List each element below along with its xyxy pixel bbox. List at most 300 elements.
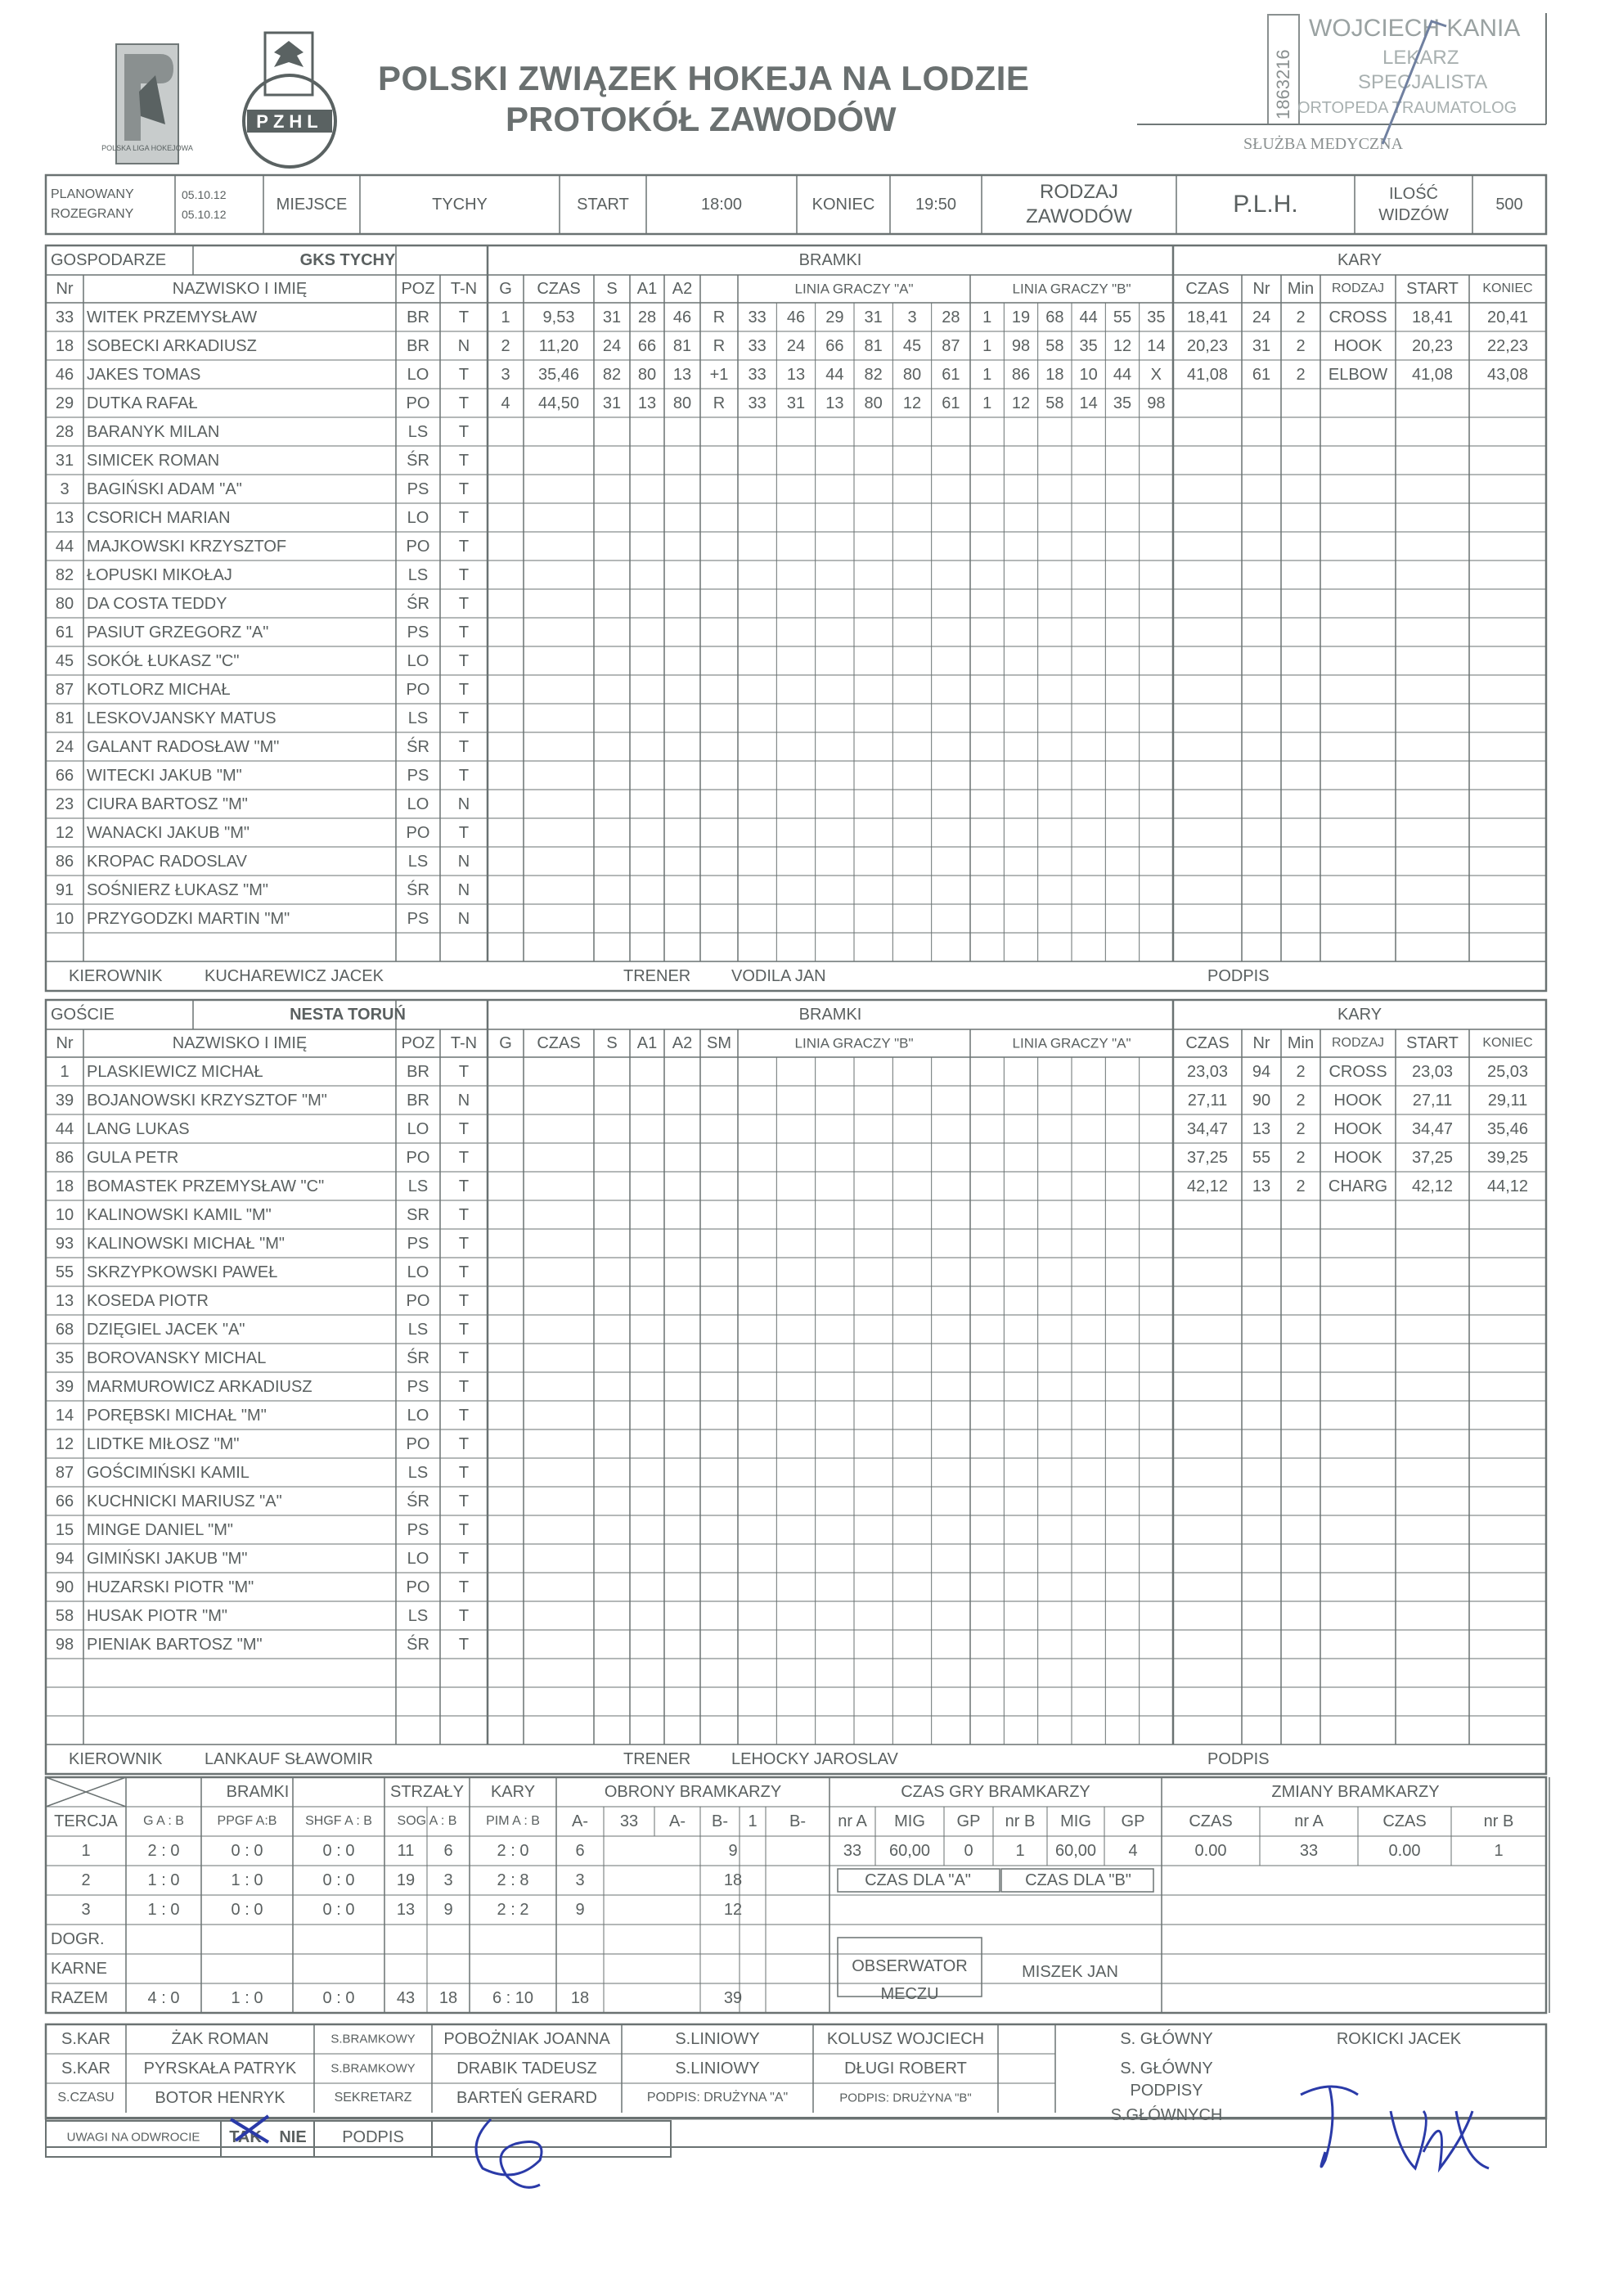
goal-cell: 11,20 [538, 336, 579, 355]
goal-cell: X [1150, 365, 1162, 384]
player-name: PLASKIEWICZ MICHAŁ [87, 1062, 263, 1081]
player-tn: N [457, 1091, 470, 1110]
goal-cell: 87 [942, 336, 960, 355]
col-a1: A1 [636, 280, 658, 298]
goal-cell: 12 [1113, 336, 1132, 355]
goal-cell: 81 [672, 336, 692, 355]
player-number: 68 [55, 1320, 74, 1339]
penalty-cell: 2 [1296, 1062, 1306, 1081]
sum-gktime-header: CZAS GRY BRAMKARZY [901, 1783, 1090, 1801]
player-tn: T [458, 394, 470, 412]
player-number: 66 [55, 766, 74, 785]
player-position: ŚR [407, 1492, 429, 1510]
sum-sh-val: 0 : 0 [322, 1842, 355, 1860]
sum-nrb2: nr B [1483, 1812, 1514, 1830]
player-number: 29 [55, 394, 74, 412]
goal-cell: 98 [1011, 336, 1031, 355]
penalty-cell: 29,11 [1487, 1091, 1528, 1110]
coach-name: LEHOCKY JAROSLAV [731, 1750, 898, 1768]
gk-nrb: 1 [1015, 1842, 1025, 1860]
penalties-header: KARY [1337, 251, 1382, 269]
penalty-cell: 41,08 [1411, 365, 1454, 384]
off-sczasu: BOTOR HENRYK [155, 2089, 285, 2107]
penalty-cell: 2 [1296, 1148, 1306, 1167]
player-name: SOKÓŁ ŁUKASZ "C" [87, 651, 240, 670]
page-subtitle: PROTOKÓŁ ZAWODÓW [506, 100, 897, 138]
penalty-cell: 2 [1296, 1119, 1306, 1138]
goal-cell: 12 [1011, 394, 1031, 412]
player-number: 3 [60, 479, 70, 498]
player-name: BARANYK MILAN [87, 422, 220, 441]
sum-sogb-val: 6 [443, 1842, 453, 1860]
off-slin2: DŁUGI ROBERT [844, 2060, 967, 2078]
player-position: PO [406, 823, 430, 842]
player-position: PS [407, 909, 429, 928]
team-name: NESTA TORUŃ [290, 1006, 406, 1024]
player-number: 44 [55, 537, 74, 556]
player-number: 10 [55, 909, 74, 928]
player-position: LO [407, 651, 429, 670]
player-position: LS [407, 1320, 429, 1339]
type-value: P.L.H. [1233, 191, 1298, 218]
player-number: 1 [60, 1062, 70, 1081]
sum-a2: A- [669, 1812, 686, 1830]
goal-cell: R [713, 394, 726, 412]
goal-cell: 55 [1113, 308, 1132, 326]
goal-cell: 14 [1079, 394, 1098, 412]
goal-cell: 31 [786, 394, 806, 412]
player-tn: T [458, 1062, 470, 1081]
player-tn: T [458, 308, 470, 326]
player-tn: T [458, 594, 470, 613]
penalty-cell: ELBOW [1328, 365, 1388, 384]
player-tn: N [457, 795, 470, 813]
player-position: ŚR [407, 880, 429, 899]
col-nr: Nr [56, 280, 74, 298]
player-tn: T [458, 1406, 470, 1425]
player-number: 66 [55, 1492, 74, 1510]
col-g: G [499, 1034, 512, 1052]
player-number: 86 [55, 852, 74, 871]
goal-cell: 58 [1045, 394, 1064, 412]
col-a1: A1 [636, 1034, 658, 1052]
coach-name: VODILA JAN [731, 967, 826, 985]
player-number: 31 [55, 451, 74, 470]
player-number: 81 [55, 709, 74, 727]
player-name: JAKES TOMAS [87, 365, 201, 384]
player-name: WANACKI JAKUB "M" [87, 823, 250, 842]
manager-name: LANKAUF SŁAWOMIR [205, 1750, 373, 1768]
sum-ga-val: 1 : 0 [147, 1871, 180, 1889]
sum-nra: nr A [838, 1812, 867, 1830]
sum-pim: PIM A : B [486, 1814, 540, 1828]
goal-cell: 28 [942, 308, 960, 326]
player-position: LO [407, 1406, 429, 1425]
sum-czas: CZAS [1189, 1812, 1233, 1830]
player-name: SIMICEK ROMAN [87, 451, 220, 470]
penalty-cell: 20,41 [1486, 308, 1529, 326]
player-tn: T [458, 680, 470, 699]
col-pen-end: KONIEC [1482, 281, 1533, 295]
player-name: SOŚNIERZ ŁUKASZ "M" [87, 880, 269, 899]
col-pen-type: RODZAJ [1332, 1036, 1384, 1050]
manager-name: KUCHAREWICZ JACEK [205, 967, 384, 985]
player-name: GULA PETR [87, 1148, 179, 1167]
sum-period: RAZEM [51, 1989, 108, 2007]
off-sglowny-label2: S. GŁÓWNY [1120, 2060, 1213, 2078]
player-tn: T [458, 451, 470, 470]
end-label: KONIEC [812, 196, 875, 214]
start-label: START [577, 196, 629, 214]
sum-sh-val: 0 : 0 [322, 1989, 355, 2007]
goal-cell: 80 [637, 365, 657, 384]
player-position: PO [406, 1148, 430, 1167]
player-name: WITECKI JAKUB "M" [87, 766, 242, 785]
col-pen-min: Min [1287, 1034, 1315, 1052]
start-value: 18:00 [700, 196, 743, 214]
penalty-cell: 27,11 [1187, 1091, 1228, 1110]
player-name: KALINOWSKI KAMIL "M" [87, 1205, 272, 1224]
player-number: 15 [55, 1520, 74, 1539]
sum-period: DOGR. [51, 1930, 105, 1948]
goal-cell: 3 [501, 365, 510, 384]
off-sglowny-label: S. GŁÓWNY [1120, 2030, 1213, 2048]
penalty-cell: 13 [1252, 1177, 1271, 1195]
player-number: 35 [55, 1348, 74, 1367]
off-slin1: KOLUSZ WOJCIECH [826, 2030, 985, 2048]
col-tn: T-N [450, 1034, 478, 1052]
player-number: 91 [55, 880, 74, 899]
gk-change-time2: 0.00 [1388, 1842, 1421, 1860]
col-pen-end: KONIEC [1482, 1036, 1533, 1050]
off-podpisy: PODPISY S.GŁÓWNYCH [1110, 2082, 1223, 2124]
sum-period: 2 [81, 1871, 91, 1889]
col-pen-nr: Nr [1252, 1034, 1270, 1052]
planned-label: PLANOWANY [51, 187, 134, 201]
penalty-cell: 25,03 [1486, 1062, 1529, 1081]
goal-cell: 35 [1113, 394, 1132, 412]
player-number: 39 [55, 1091, 74, 1110]
sum-saves-a: 9 [575, 1901, 585, 1919]
goal-cell: 46 [786, 308, 806, 326]
player-position: LS [407, 422, 429, 441]
goal-cell: 45 [902, 336, 922, 355]
player-tn: T [458, 1148, 470, 1167]
player-tn: T [458, 1234, 470, 1253]
goal-cell: 1 [982, 308, 992, 326]
player-name: BOJANOWSKI KRZYSZTOF "M" [87, 1091, 327, 1110]
stamp-name: WOJCIECH KANIA [1309, 15, 1521, 42]
off-podpis-b: PODPIS: DRUŻYNA "B" [839, 2091, 972, 2105]
player-name: ŁOPUSKI MIKOŁAJ [87, 565, 232, 584]
player-position: LO [407, 365, 429, 384]
gk-migb: 60,00 [1054, 1842, 1097, 1860]
sum-b-nr: 1 [748, 1812, 758, 1830]
penalty-cell: CROSS [1329, 1062, 1387, 1081]
player-name: BAGIŃSKI ADAM "A" [87, 479, 242, 498]
goal-cell: 29 [825, 308, 844, 326]
sign-label: PODPIS [1207, 967, 1270, 985]
goal-cell: 1 [982, 336, 992, 355]
sum-gp: GP [956, 1812, 981, 1830]
penalty-cell: 39,25 [1486, 1148, 1529, 1167]
player-name: PORĘBSKI MICHAŁ "M" [87, 1406, 267, 1425]
player-name: KROPAC RADOSLAV [87, 852, 247, 871]
player-name: CSORICH MARIAN [87, 508, 231, 527]
player-name: GALANT RADOSŁAW "M" [87, 737, 280, 756]
off-slin-label: S.LINIOWY [675, 2030, 760, 2048]
penalty-cell: 2 [1296, 308, 1306, 326]
player-number: 87 [55, 1463, 74, 1482]
goal-cell: 31 [864, 308, 883, 326]
penalty-cell: 23,03 [1411, 1062, 1454, 1081]
signature-scribble-3 [1382, 2095, 1497, 2185]
player-position: ŚR [407, 594, 429, 613]
player-position: ŚR [407, 737, 429, 756]
gk-change-nr2: 1 [1494, 1842, 1504, 1860]
player-number: 13 [55, 508, 74, 527]
team-role-label: GOSPODARZE [51, 251, 167, 269]
off-sglowny1: ROKICKI JACEK [1336, 2030, 1462, 2048]
off-podpis: PODPIS [342, 2128, 404, 2146]
penalty-cell: 34,47 [1411, 1119, 1454, 1138]
player-position: PS [407, 1234, 429, 1253]
penalty-cell: 13 [1252, 1119, 1271, 1138]
col-poz: POZ [401, 1034, 435, 1052]
off-sbramk1: POBOŻNIAK JOANNA [443, 2030, 610, 2048]
penalty-cell: 22,23 [1486, 336, 1529, 355]
goal-cell: 35 [1147, 308, 1166, 326]
player-number: 58 [55, 1606, 74, 1625]
sum-soga-val: 19 [396, 1871, 416, 1889]
sum-sogb-val: 18 [438, 1989, 458, 2007]
gk-nra: 33 [843, 1842, 862, 1860]
sum-gp2: GP [1121, 1812, 1145, 1830]
player-name: MAJKOWSKI KRZYSZTOF [87, 537, 287, 556]
goal-cell: 81 [864, 336, 883, 355]
penalty-cell: 2 [1296, 1091, 1306, 1110]
goal-cell: 24 [786, 336, 806, 355]
goal-cell: 68 [1045, 308, 1064, 326]
player-position: PS [407, 623, 429, 642]
off-sbramk-label2: S.BRAMKOWY [330, 2061, 416, 2076]
goal-cell: 33 [748, 365, 767, 384]
sum-saves-header: OBRONY BRAMKARZY [604, 1783, 782, 1801]
col-pen-type: RODZAJ [1332, 281, 1384, 295]
player-position: LO [407, 1549, 429, 1568]
stamp-line4: ORTOPEDA TRAUMATOLOG [1297, 99, 1517, 117]
place-label: MIEJSCE [276, 196, 348, 214]
player-tn: T [458, 1377, 470, 1396]
col-a2: A2 [672, 280, 693, 298]
goal-cell: 33 [748, 308, 767, 326]
penalty-cell: 23,03 [1186, 1062, 1229, 1081]
player-tn: T [458, 1348, 470, 1367]
penalty-cell: HOOK [1333, 1119, 1382, 1138]
player-name: SOBECKI ARKADIUSZ [87, 336, 257, 355]
col-g: G [499, 280, 512, 298]
sum-tercja: TERCJA [54, 1812, 118, 1830]
penalties-header: KARY [1337, 1006, 1382, 1024]
player-position: BR [407, 1062, 429, 1081]
sum-sogb-val: 3 [443, 1871, 453, 1889]
player-position: BR [407, 308, 429, 326]
penalty-cell: 37,25 [1186, 1148, 1229, 1167]
player-name: DA COSTA TEDDY [87, 594, 227, 613]
col-line-a: LINIA GRACZY "A" [794, 281, 914, 297]
player-position: BR [407, 336, 429, 355]
player-position: LS [407, 1177, 429, 1195]
penalty-cell: 42,12 [1411, 1177, 1454, 1195]
player-name: GOŚCIMIŃSKI KAMIL [87, 1463, 250, 1482]
czas-dla-a: CZAS DLA "A" [865, 1871, 971, 1889]
penalty-cell: 43,08 [1486, 365, 1529, 384]
player-tn: T [458, 365, 470, 384]
goals-header: BRAMKI [798, 1006, 862, 1024]
penalty-cell: 61 [1252, 365, 1271, 384]
player-position: LO [407, 508, 429, 527]
goal-cell: 66 [637, 336, 657, 355]
goal-cell: 44 [1113, 365, 1132, 384]
sum-ga: G A : B [143, 1814, 184, 1828]
player-tn: T [458, 479, 470, 498]
player-tn: T [458, 1549, 470, 1568]
goal-cell: 9,53 [542, 308, 575, 326]
sum-pp-val: 1 : 0 [231, 1989, 263, 2007]
player-position: PS [407, 1377, 429, 1396]
player-name: GIMIŃSKI JAKUB "M" [87, 1549, 248, 1568]
player-number: 94 [55, 1549, 74, 1568]
penalty-cell: 24 [1252, 308, 1271, 326]
penalty-cell: 18,41 [1186, 308, 1229, 326]
player-number: 24 [55, 737, 74, 756]
goal-cell: R [713, 336, 726, 355]
player-number: 33 [55, 308, 74, 326]
player-position: PS [407, 766, 429, 785]
col-pen-czas: CZAS [1185, 280, 1230, 298]
goal-cell: 28 [637, 308, 657, 326]
sum-pim-val: 2 : 2 [497, 1901, 529, 1919]
player-name: MARMUROWICZ ARKADIUSZ [87, 1377, 312, 1396]
goal-cell: 2 [501, 336, 510, 355]
player-tn: T [458, 565, 470, 584]
penalty-cell: 42,12 [1186, 1177, 1229, 1195]
penalty-cell: 2 [1296, 365, 1306, 384]
sum-saves-b: 18 [723, 1871, 743, 1889]
observer-label: OBSERWATOR MECZU [852, 1957, 968, 2003]
goal-cell: 24 [602, 336, 622, 355]
goal-cell: 44,50 [537, 394, 580, 412]
player-number: 98 [55, 1635, 74, 1654]
sum-soga-val: 11 [397, 1842, 415, 1860]
attendance-value: 500 [1495, 196, 1523, 214]
col-name: NAZWISKO I IMIĘ [172, 280, 308, 298]
penalty-cell: 18,41 [1411, 308, 1454, 326]
player-number: 18 [55, 1177, 74, 1195]
sum-czas2: CZAS [1382, 1812, 1427, 1830]
player-tn: T [458, 737, 470, 756]
played-date: 05.10.12 [182, 208, 227, 221]
player-position: PO [406, 1578, 430, 1596]
player-tn: T [458, 1205, 470, 1224]
penalty-cell: 41,08 [1186, 365, 1229, 384]
player-name: PASIUT GRZEGORZ "A" [87, 623, 269, 642]
logo-left-text: POLSKA LIGA HOKEJOWA [101, 144, 193, 152]
sum-pp-val: 1 : 0 [231, 1871, 263, 1889]
player-tn: T [458, 1291, 470, 1310]
sum-saves-b: 12 [723, 1901, 743, 1919]
player-name: LIDTKE MIŁOSZ "M" [87, 1434, 240, 1453]
player-position: PS [407, 1520, 429, 1539]
player-position: LO [407, 1263, 429, 1281]
off-tak: TAK [229, 2128, 262, 2146]
sum-nra2: nr A [1294, 1812, 1324, 1830]
goal-cell: 82 [602, 365, 622, 384]
goal-cell: 14 [1147, 336, 1166, 355]
goal-cell: +1 [709, 365, 729, 384]
gk-miga: 60,00 [888, 1842, 931, 1860]
penalty-cell: 34,47 [1186, 1119, 1229, 1138]
goals-header: BRAMKI [798, 251, 862, 269]
penalty-cell: HOOK [1333, 336, 1382, 355]
goal-cell: 80 [902, 365, 922, 384]
sum-nrb: nr B [1005, 1812, 1036, 1830]
penalty-cell: 20,23 [1411, 336, 1454, 355]
player-name: KALINOWSKI MICHAŁ "M" [87, 1234, 285, 1253]
sum-pen-header: KARY [490, 1783, 536, 1801]
penalty-cell: 44,12 [1486, 1177, 1529, 1195]
player-tn: N [457, 336, 470, 355]
sum-saves-a: 3 [575, 1871, 585, 1889]
off-skar-label2: S.KAR [61, 2060, 111, 2078]
gk-change-nr1: 33 [1299, 1842, 1319, 1860]
manager-label: KIEROWNIK [69, 967, 163, 985]
penalty-cell: CHARG [1328, 1177, 1388, 1195]
col-pen-start: START [1406, 1034, 1459, 1052]
penalty-cell: 2 [1296, 1177, 1306, 1195]
player-position: ŚR [407, 1635, 429, 1654]
goal-cell: 46 [672, 308, 692, 326]
goal-cell: 10 [1079, 365, 1098, 384]
off-sbramk-label: S.BRAMKOWY [330, 2032, 416, 2046]
col-line-b: LINIA GRACZY "B" [1012, 281, 1131, 297]
col-a2: A2 [672, 1034, 693, 1052]
player-name: LESKOVJANSKY MATUS [87, 709, 276, 727]
goal-cell: 86 [1011, 365, 1031, 384]
player-name: SKRZYPKOWSKI PAWEŁ [87, 1263, 278, 1281]
penalty-cell: 27,11 [1412, 1091, 1453, 1110]
stamp-line2: LEKARZ [1382, 47, 1459, 69]
player-name: LANG LUKAS [87, 1119, 190, 1138]
player-position: PO [406, 680, 430, 699]
player-position: ŚR [407, 1348, 429, 1367]
player-tn: T [458, 1520, 470, 1539]
sum-sogb-val: 9 [443, 1901, 453, 1919]
col-pen-nr: Nr [1252, 280, 1270, 298]
col-line-b: LINIA GRACZY "A" [1012, 1035, 1131, 1051]
col-czas: CZAS [537, 1034, 581, 1052]
player-number: 80 [55, 594, 74, 613]
player-number: 12 [55, 1434, 74, 1453]
player-position: PS [407, 479, 429, 498]
player-position: LS [407, 852, 429, 871]
sum-shgf: SHGF A : B [305, 1814, 372, 1828]
sum-b: B- [712, 1812, 728, 1830]
player-number: 10 [55, 1205, 74, 1224]
col-s: S [606, 1034, 618, 1052]
sum-saves-b: 39 [723, 1989, 743, 2007]
stamp-number: 1863216 [1273, 49, 1293, 119]
